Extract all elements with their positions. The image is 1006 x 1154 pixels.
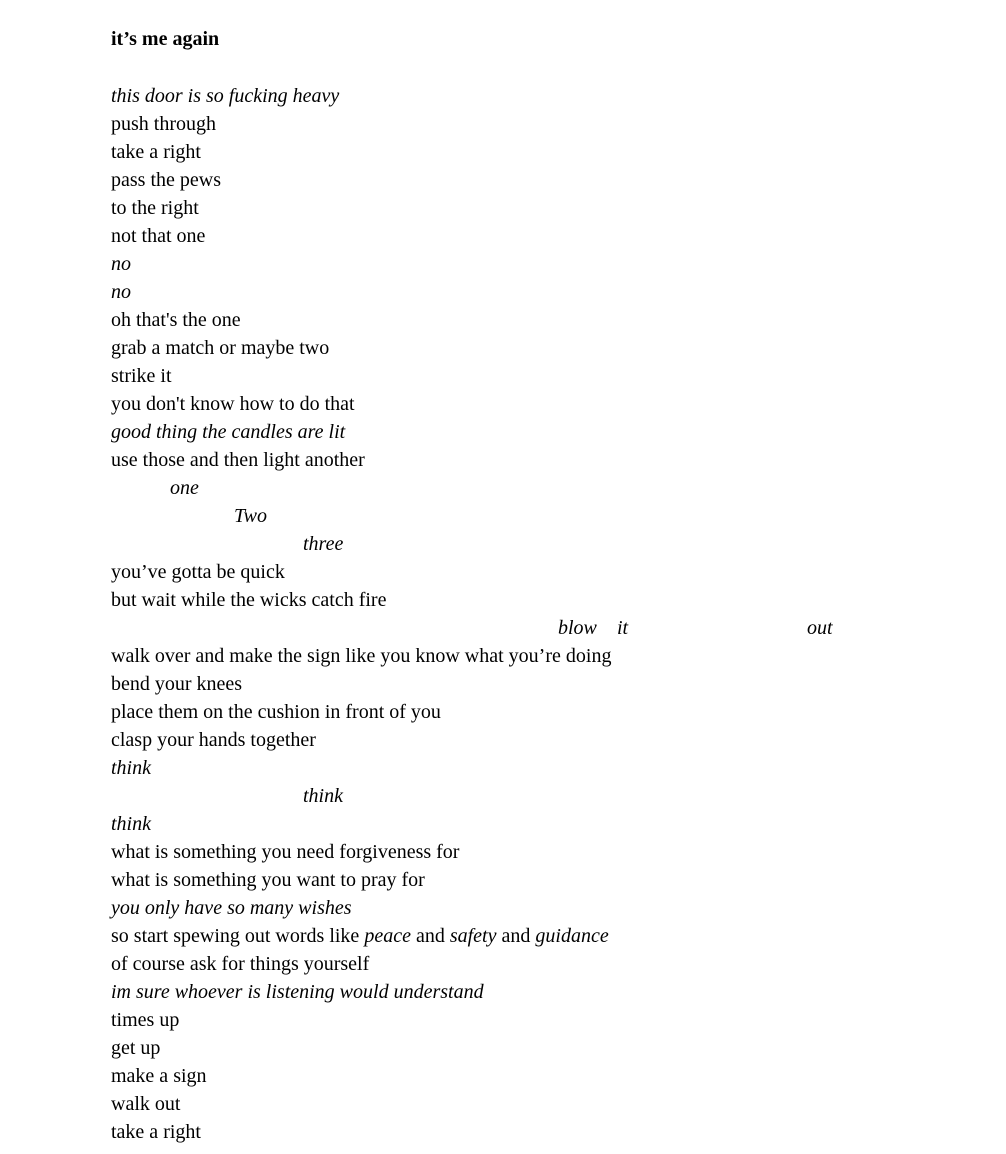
poem-line: make a sign	[111, 1065, 207, 1087]
poem-title: it’s me again	[111, 28, 220, 50]
poem-word: out	[807, 617, 833, 639]
poem-line: think	[303, 785, 343, 807]
poem-line: bend your knees	[111, 673, 243, 695]
poem-line: get up	[111, 1037, 161, 1059]
poem-line: you don't know how to do that	[111, 393, 355, 415]
poem-line: three	[303, 533, 344, 555]
poem-text: so start spewing out words like	[111, 925, 365, 947]
poem-line: you only have so many wishes	[111, 897, 352, 919]
poem-emphasis: safety	[449, 925, 497, 947]
poem-line: good thing the candles are lit	[111, 421, 346, 443]
poem-line: this door is so fucking heavy	[111, 85, 340, 107]
poem-word: blow	[558, 617, 597, 639]
poem-emphasis: guidance	[535, 925, 609, 947]
poem-line: what is something you want to pray for	[111, 869, 425, 891]
poem-line: no	[111, 281, 131, 303]
poem-line: take a right	[111, 141, 201, 163]
poem-line: not that one	[111, 225, 206, 247]
poem-line: think	[111, 757, 151, 779]
poem-line: times up	[111, 1009, 180, 1031]
poem-line: grab a match or maybe two	[111, 337, 330, 359]
poem-line: clasp your hands together	[111, 729, 316, 751]
poem-body	[111, 82, 991, 1146]
poem-line: im sure whoever is listening would understand	[111, 981, 484, 1003]
poem-line: walk over and make the sign like you know what you’re doing	[111, 645, 612, 667]
poem-line-scattered	[111, 614, 991, 642]
poem-line: oh that's the one	[111, 309, 241, 331]
poem-text: and	[496, 925, 536, 947]
poem-line: what is something you need forgiveness for	[111, 841, 460, 863]
poem-text: and	[410, 925, 450, 947]
poem-line: place them on the cushion in front of you	[111, 701, 441, 723]
poem-line: one	[170, 477, 199, 499]
poem-line: walk out	[111, 1093, 181, 1115]
poem-line: you’ve gotta be quick	[111, 561, 285, 583]
poem-line: pass the pews	[111, 169, 221, 191]
poem-line: use those and then light another	[111, 449, 365, 471]
poem-line: strike it	[111, 365, 172, 387]
poem-line-mixed	[111, 922, 991, 950]
poem-line: think	[111, 813, 151, 835]
poem-line: but wait while the wicks catch fire	[111, 589, 387, 611]
poem-line: Two	[234, 505, 267, 527]
poem-line: to the right	[111, 197, 199, 219]
poem-line: take a right	[111, 1121, 201, 1143]
poem-emphasis: peace	[364, 925, 411, 947]
poem-line: of course ask for things yourself	[111, 953, 370, 975]
poem-line: no	[111, 253, 131, 275]
poem-word: it	[617, 617, 629, 639]
poem-line: push through	[111, 113, 216, 135]
